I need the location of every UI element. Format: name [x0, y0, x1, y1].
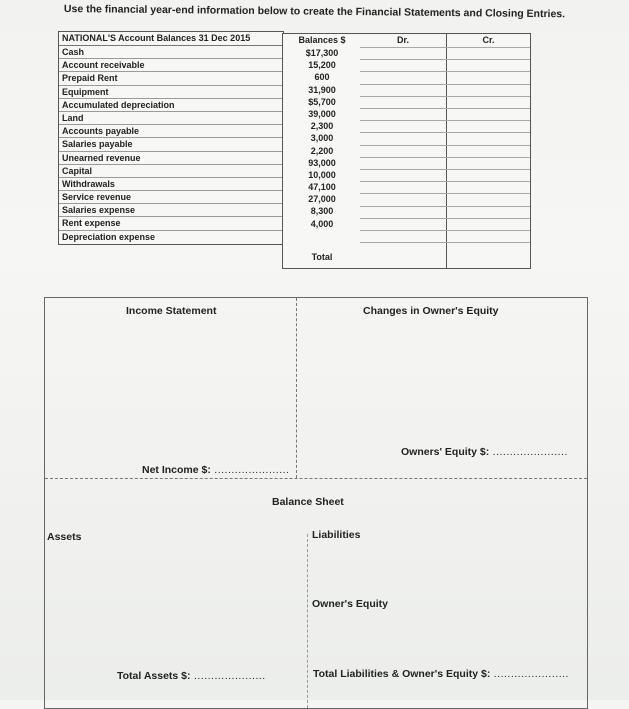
account-balance: 31,900: [308, 84, 336, 95]
balances-header: Balances $: [298, 35, 346, 45]
account-name: Capital: [59, 165, 283, 178]
account-name: Unearned revenue: [59, 152, 283, 165]
account-balance: 4,000: [310, 218, 334, 229]
account-balance: 93,000: [308, 157, 336, 168]
account-balance: 10,000: [308, 169, 336, 180]
statements-box: [44, 297, 588, 709]
balance-sheet-divider: [307, 534, 308, 708]
debit-header: Dr.: [396, 35, 409, 45]
credit-column: [447, 34, 530, 268]
account-name: Account receivable: [59, 59, 283, 72]
ruled-line: [360, 181, 530, 182]
ruled-line: [360, 47, 530, 48]
debit-column: [360, 34, 447, 268]
ruled-line: [360, 169, 530, 170]
account-balance: 600: [314, 72, 330, 83]
ruled-line: [360, 71, 530, 72]
account-balance: 15,200: [308, 60, 336, 71]
ruled-line: [360, 108, 530, 109]
ruled-line: [360, 132, 530, 133]
income-statement-title: Income Statement: [126, 305, 217, 317]
credit-header: Cr.: [482, 35, 495, 45]
ruled-line: [360, 242, 530, 243]
account-name: Land: [59, 112, 283, 125]
ruled-line: [360, 145, 530, 146]
account-table: [58, 31, 284, 245]
account-name: Salaries payable: [59, 138, 283, 151]
balance-sheet-title: Balance Sheet: [272, 496, 344, 508]
ruled-line: [360, 230, 530, 231]
account-balance: $5,700: [308, 96, 336, 107]
account-name: Cash: [59, 46, 283, 59]
instruction-text: Use the financial year-end information below to create the Financial Statements and Closing Entries.: [63, 3, 566, 21]
account-balance: $17,300: [305, 48, 339, 58]
changes-equity-title: Changes in Owner's Equity: [363, 305, 499, 317]
total-liabilities-equity-label: Total Liabilities & Owner's Equity $: ......................: [313, 668, 569, 680]
ruled-line: [360, 59, 530, 60]
net-income-label: Net Income $: ......................: [142, 464, 290, 476]
account-name: Accounts payable: [59, 125, 283, 138]
account-name: Accumulated depreciation: [59, 99, 283, 112]
account-balance: 2,200: [310, 145, 334, 156]
account-name: Equipment: [59, 86, 283, 99]
ruled-line: [360, 96, 530, 97]
total-label: Total: [311, 252, 333, 262]
account-name: Prepaid Rent: [59, 72, 283, 85]
ruled-line: [360, 120, 530, 121]
account-name: Depreciation expense: [62, 231, 156, 242]
account-rows: [59, 46, 283, 243]
account-balance: 2,300: [310, 121, 334, 132]
account-name: Rent expense: [59, 217, 283, 230]
ruled-line: [360, 218, 530, 219]
account-name: Salaries expense: [59, 204, 283, 217]
account-balance: 39,000: [308, 108, 336, 119]
horizontal-divider: [45, 478, 587, 479]
liabilities-label: Liabilities: [312, 529, 361, 541]
owners-equity-label: Owners' Equity $: ......................: [401, 446, 568, 458]
ruled-line: [360, 84, 530, 85]
vertical-divider: [296, 298, 297, 478]
balance-rows: [283, 47, 361, 230]
account-balance: 3,000: [310, 133, 334, 144]
account-name: Service revenue: [59, 191, 283, 204]
account-table-header: NATIONAL'S Account Balances 31 Dec 2015: [59, 32, 283, 46]
account-balance: 47,100: [308, 182, 336, 193]
balances-column: [282, 33, 362, 269]
ruled-line: [360, 157, 530, 158]
account-balance: 8,300: [310, 206, 334, 217]
total-assets-label: Total Assets $: .....................: [117, 670, 266, 682]
debit-credit-columns: [360, 33, 531, 269]
assets-label: Assets: [47, 531, 82, 543]
owners-equity-section-label: Owner's Equity: [312, 598, 389, 610]
ruled-line: [360, 206, 530, 207]
ruled-line: [360, 193, 530, 194]
account-name: Withdrawals: [59, 178, 283, 191]
account-balance: 27,000: [308, 194, 336, 205]
